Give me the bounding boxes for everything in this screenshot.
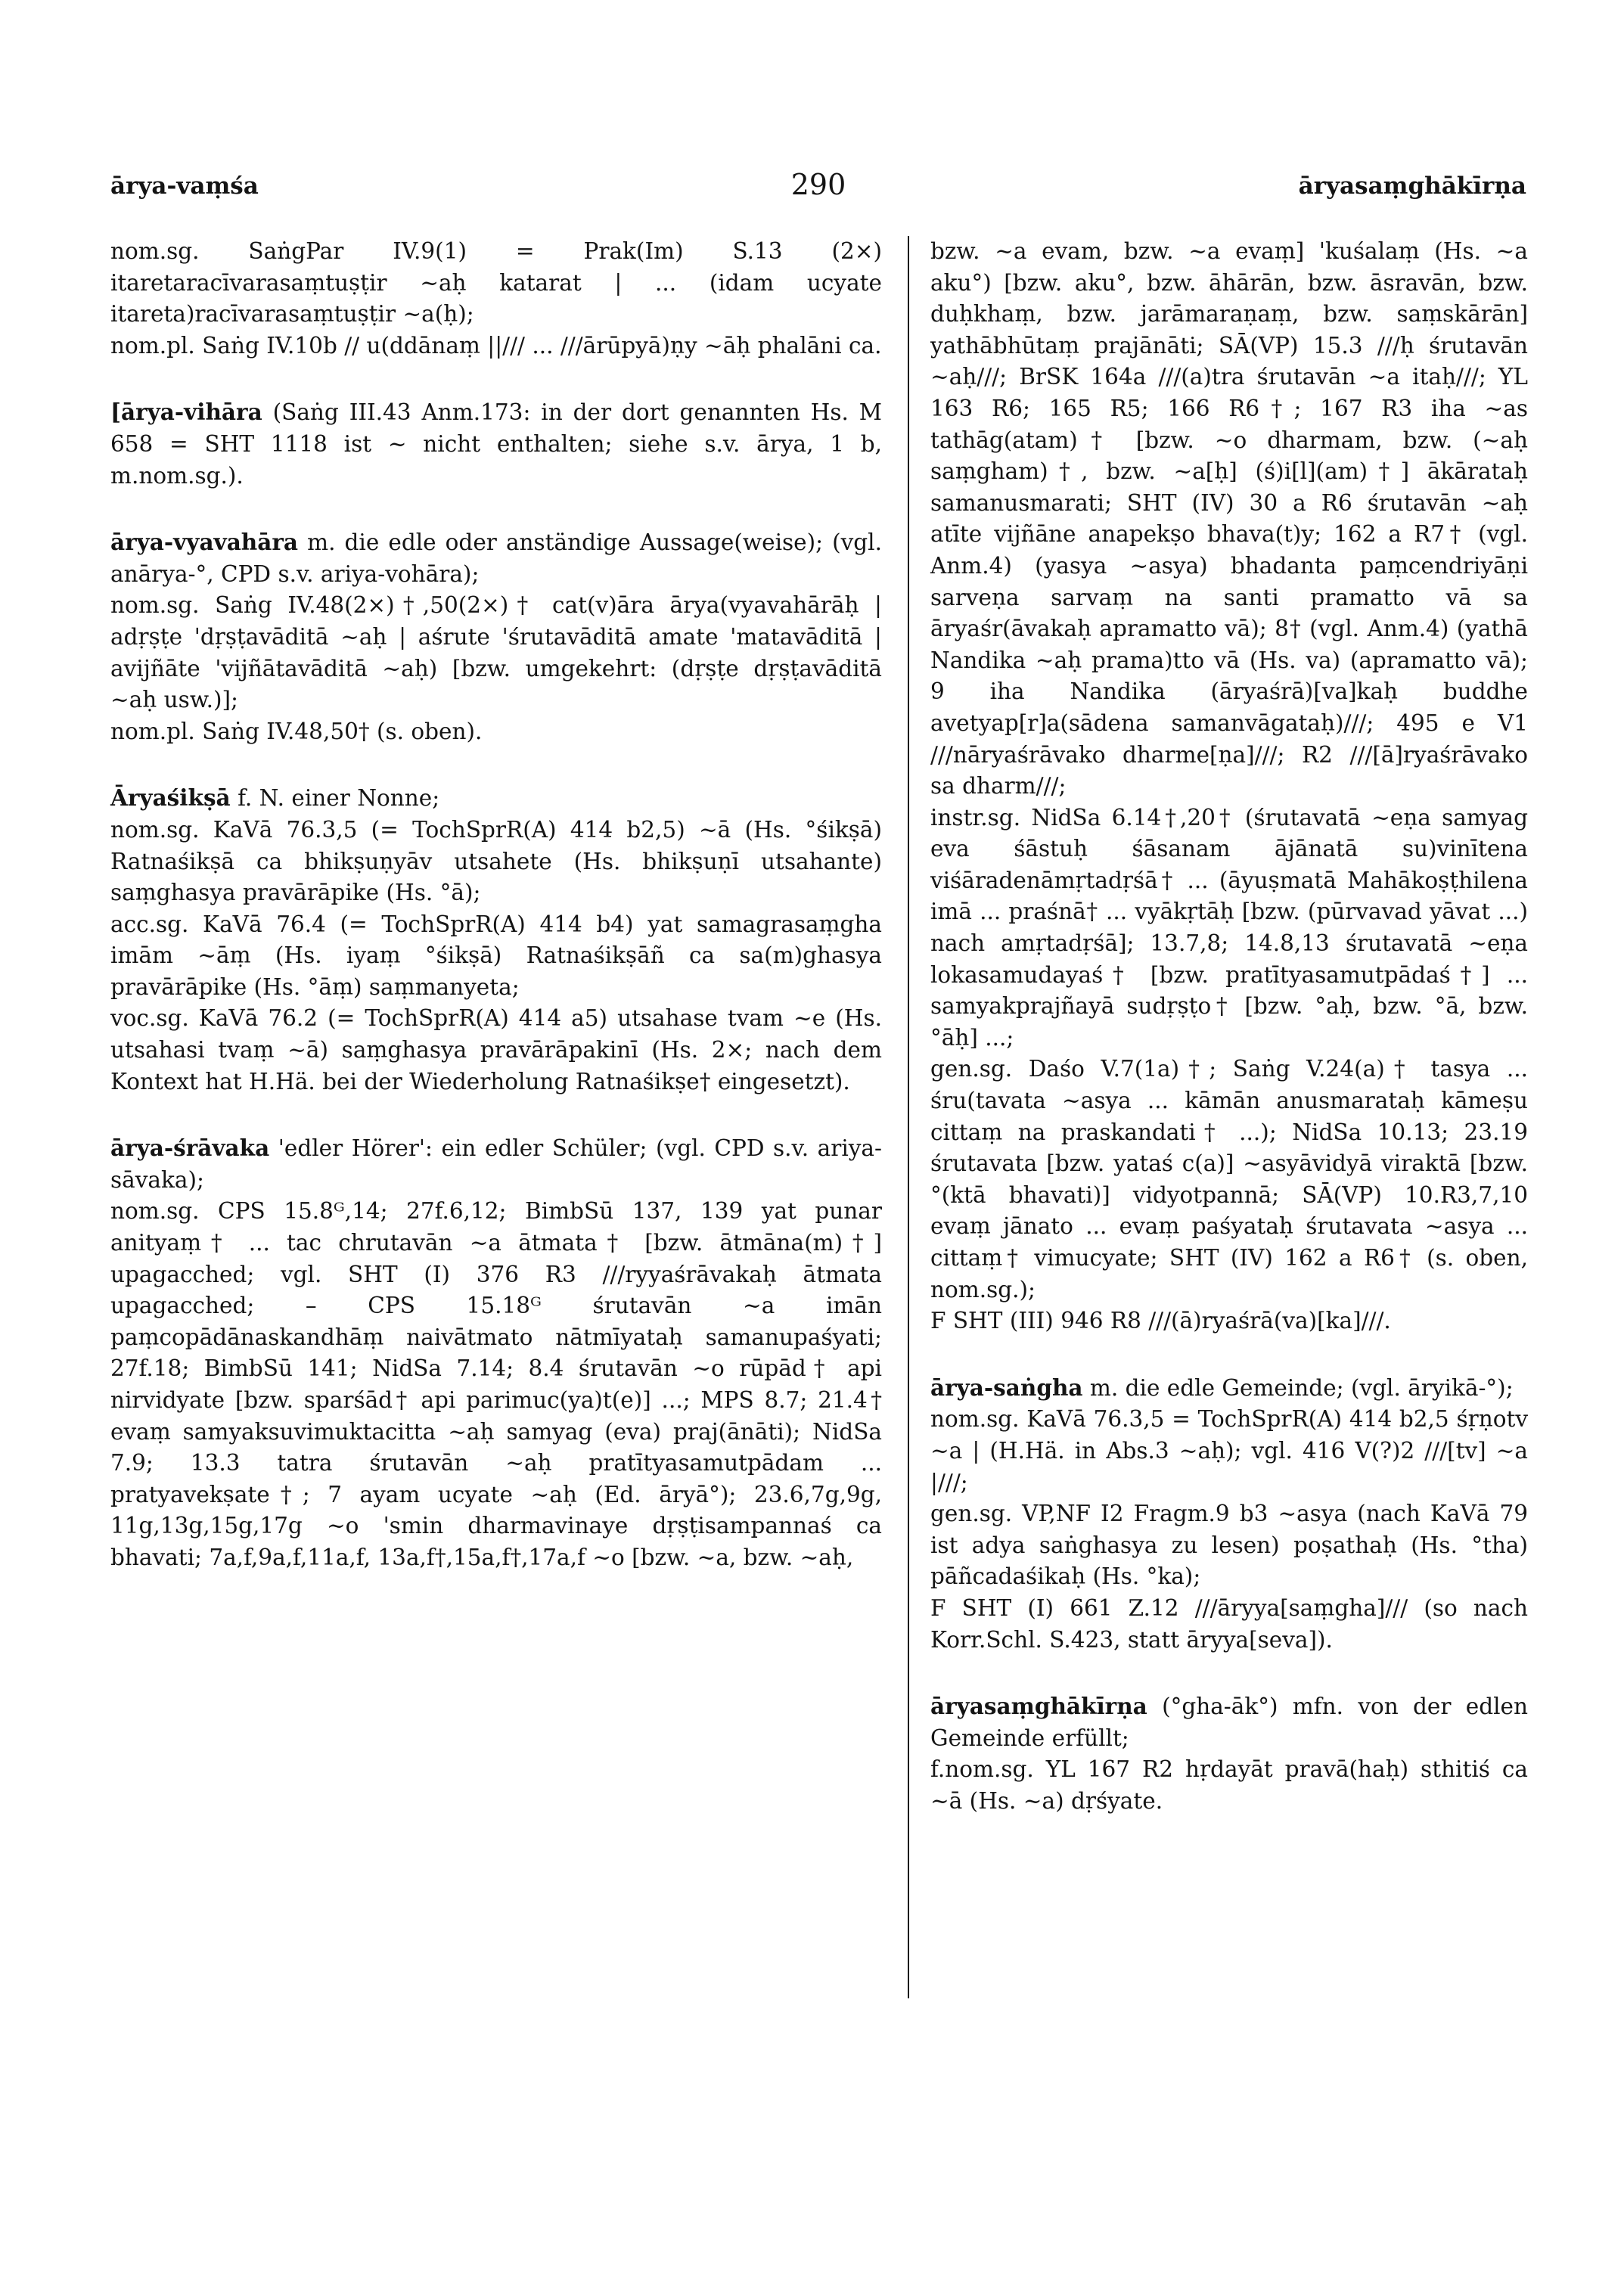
running-head-right: āryasaṃghākīrṇa — [1298, 172, 1526, 200]
headword: ārya-śrāvaka — [110, 1135, 270, 1162]
entry-paragraph — [930, 1372, 1528, 1405]
entry-arya-vamsa-continued — [110, 236, 882, 362]
entry-paragraph: nom.pl. Saṅg IV.10b // u(ddānaṃ ||/// ... ///ārūpyā)ṇy ~āḥ phalāni ca. — [110, 332, 882, 359]
entry-paragraph: nom.sg. SaṅgPar IV.9(1) = Prak(Im) S.13 (2×) itaretaracīvarasaṃtuṣṭir ~aḥ katarat | ... (idam ucyate itareta)racīvarasaṃtuṣṭir ~a(ḥ); — [110, 238, 882, 328]
entry-paragraph: gen.sg. VP,NF I2 Fragm.9 b3 ~asya (nach KaVā 79 ist adya saṅghasya zu lesen) poṣathaḥ (Hs. °tha) pāñcadaśikaḥ (Hs. °ka); — [930, 1501, 1528, 1590]
page-number: 290 — [790, 168, 846, 201]
entry-paragraph — [110, 782, 882, 815]
entry-paragraph: gen.sg. Daśo V.7(1a)†; Saṅg V.24(a)† tasya ... śru(tavata ~asya ... kāmān anusmarataḥ kāmeṣu cittaṃ na praskandati† ...); NidSa 10.13; 23.19 śrutavata [bzw. yataś c(a)] ~asyāvidyā viraktā [bzw. °(ktā bhavati)] vidyotpannā; SĀ(VP) 10.R3,7,10 evaṃ jānato ... evaṃ paśyataḥ śrutavata ~asya ... cittaṃ† vimucyate; SHT (IV) 162 a R6† (s. oben, nom.sg.); — [930, 1056, 1528, 1302]
entry-text: 'edler Hörer': ein edler Schüler; (vgl. CPD s.v. ariya-sāvaka); — [110, 1135, 882, 1193]
entry-arya-sravaka — [110, 1132, 882, 1573]
entry-paragraph: f.nom.sg. YL 167 R2 hṛdayāt pravā(haḥ) sthitiś ca ~ā (Hs. ~a) dṛśyate. — [930, 1756, 1528, 1814]
entry-paragraph: bzw. ~a evam, bzw. ~a evaṃ] 'kuśalaṃ (Hs. ~a aku°) [bzw. aku°, bzw. āhārān, bzw. āsravān, bzw. duḥkhaṃ, bzw. jarāmaraṇaṃ, bzw. saṃskārān] yathābhūtaṃ prajānāti; SĀ(VP) 15.3 ///ḥ śrutavān ~aḥ///; BrSK 164a ///(a)tra śrutavān ~a itaḥ///; YL 163 R6; 165 R5; 166 R6†; 167 R3 iha ~as tathāg(atam)† [bzw. ~o dharmam, bzw. (~aḥ saṃgham)†, bzw. ~a[ḥ] (ś)i[l](am)†] ākārataḥ samanusmarati; SHT (IV) 30 a R6 śrutavān ~aḥ atīte vijñāne anapekṣo bhava(t)y; 162 a R7† (vgl. Anm.4) (yasya ~asya) bhadanta paṃcendriyāṇi sarveṇa sarvaṃ na santi pramatto vā sa āryaśr(āvakaḥ apramatto vā); 8† (vgl. Anm.4) (yathā Nandika ~aḥ prama)tto vā (Hs. va) (apramatto vā); 9 iha Nandika (āryaśrā)[va]kaḥ buddhe avetyap[r]a(sādena samanvāgataḥ)///; 495 e V1 ///nāryaśrāvako dharme[ṇa]///; R2 ///[ā]ryaśrāvako sa dharm///; — [930, 238, 1528, 799]
right-column — [930, 236, 1528, 1852]
entry-text: f. N. einer Nonne; — [238, 785, 440, 812]
entry-paragraph: nom.sg. KaVā 76.3,5 (= TochSprR(A) 414 b2,5) ~ā (Hs. °śikṣā) Ratnaśikṣā ca bhikṣuṇyāv utsahete (Hs. bhikṣuṇī utsahante) saṃghasya pravārāpike (Hs. °ā); — [110, 816, 882, 906]
entry-paragraph: F SHT (I) 661 Z.12 ///āryya[saṃgha]/// (so nach Korr.Schl. S.423, statt āryya[seva]). — [930, 1594, 1528, 1653]
entry-paragraph: voc.sg. KaVā 76.2 (= TochSprR(A) 414 a5) utsahase tvam ~e (Hs. utsahasi tvaṃ ~ā) saṃghasya pravārāpakinī (Hs. 2×; nach dem Kontext hat H.Hä. bei der Wiederholung Ratnaśikṣe† eingesetzt). — [110, 1005, 882, 1094]
entry-text: m. die edle oder anständige Aussage(weise); (vgl. anārya-°, CPD s.v. ariya-vohāra); — [110, 529, 882, 587]
entry-arya-sangha — [930, 1372, 1528, 1656]
headword: āryasaṃghākīrṇa — [930, 1693, 1147, 1720]
entry-paragraph — [110, 1132, 882, 1196]
entry-aryasiksa — [110, 782, 882, 1098]
entry-paragraph: nom.sg. CPS 15.8ᴳ,14; 27f.6,12; BimbSū 137, 139 yat punar anityaṃ† ... tac chrutavān ~a ātmata† [bzw. ātmāna(m)†] upagacched; vgl. SHT (I) 376 R3 ///ryyaśrāvakaḥ ātmata upagacched; – CPS 15.18ᴳ śrutavān ~a imān paṃcopādānaskandhāṃ naivātmato nātmīyataḥ samanupaśyati; 27f.18; BimbSū 141; NidSa 7.14; 8.4 śrutavān ~o rūpād† api nirvidyate [bzw. sparśād† api parimuc(ya)t(e)] ...; MPS 8.7; 21.4† evaṃ samyaksuvimuktacitta ~aḥ samyag (eva) praj(ānāti); NidSa 7.9; 13.3 tatra śrutavān ~aḥ pratītyasamutpādam ... pratyavekṣate†; 7 ayam ucyate ~aḥ (Ed. āryā°); 23.6,7g,9g, 11g,13g,15g,17g ~o 'smin dharmavinaye dṛṣṭisampannaś ca bhavati; 7a,f,9a,f,11a,f, 13a,f†,15a,f†,17a,f ~o [bzw. ~a, bzw. ~aḥ, — [110, 1198, 882, 1570]
entry-text: (Saṅg III.43 Anm.173: in der dort genannten Hs. M 658 = SHT 1118 ist ~ nicht enthalten; siehe s.v. ārya, 1 b, m.nom.sg.). — [110, 399, 882, 489]
headword: ārya-saṅgha — [930, 1374, 1083, 1401]
page-header — [110, 168, 1526, 210]
left-column — [110, 236, 882, 1609]
headword: [ārya-vihāra — [110, 399, 262, 426]
entry-paragraph — [110, 526, 882, 590]
entry-paragraph: F SHT (III) 946 R8 ///(ā)ryaśrā(va)[ka]///. — [930, 1308, 1391, 1334]
entry-text: (°gha-āk°) mfn. von der edlen Gemeinde erfüllt; — [930, 1694, 1528, 1751]
column-divider — [908, 236, 909, 1998]
entry-arya-vyavahara — [110, 526, 882, 747]
entry-paragraph — [110, 396, 882, 492]
entry-paragraph: acc.sg. KaVā 76.4 (= TochSprR(A) 414 b4) yat samagrasaṃgha imām ~āṃ (Hs. iyaṃ °śikṣā) Ratnaśikṣāñ ca sa(m)ghasya pravārāpike (Hs. °āṃ) saṃmanyeta; — [110, 911, 882, 1000]
entry-text: m. die edle Gemeinde; (vgl. āryikā-°); — [1089, 1374, 1514, 1401]
headword: ārya-vyavahāra — [110, 529, 299, 556]
entry-aryasamghakirna — [930, 1691, 1528, 1817]
entry-paragraph: nom.sg. KaVā 76.3,5 = TochSprR(A) 414 b2,5 śṛṇotv ~a | (H.Hä. in Abs.3 ~aḥ); vgl. 416 V(?)2 ///[tv] ~a |///; — [930, 1406, 1528, 1495]
headword: Āryaśikṣā — [110, 784, 231, 812]
entry-arya-vihara — [110, 396, 882, 492]
running-head-left: ārya-vaṃśa — [110, 172, 259, 200]
entry-arya-sravaka-continued — [930, 236, 1528, 1337]
entry-paragraph — [930, 1691, 1528, 1754]
entry-paragraph: nom.pl. Saṅg IV.48,50† (s. oben). — [110, 718, 483, 744]
entry-paragraph: instr.sg. NidSa 6.14†,20† (śrutavatā ~eṇa samyag eva śāstuḥ śāsanam ājānatā su)vinītena viśāradenāmṛtadṛśā† ... (āyuṣmatā Mahākoṣṭhilena imā ... praśnā† ... vyākṛtāḥ [bzw. (pūrvavad yāvat ...) nach amṛtadṛśā]; 13.7,8; 14.8,13 śrutavatā ~eṇa lokasamudayaś† [bzw. pratītyasamutpādaś†] ... samyakprajñayā sudṛṣṭo† [bzw. °aḥ, bzw. °ā, bzw. °āḥ] ...; — [930, 804, 1528, 1051]
entry-paragraph: nom.sg. Saṅg IV.48(2×)†,50(2×)† cat(v)āra ārya(vyavahārāḥ | adṛṣṭe 'dṛṣṭavāditā ~aḥ | aśrute 'śrutavāditā amate 'matavāditā | avijñāte 'vijñātavāditā ~aḥ) [bzw. umgekehrt: (dṛṣṭe dṛṣṭavāditā ~aḥ usw.)]; — [110, 592, 882, 713]
